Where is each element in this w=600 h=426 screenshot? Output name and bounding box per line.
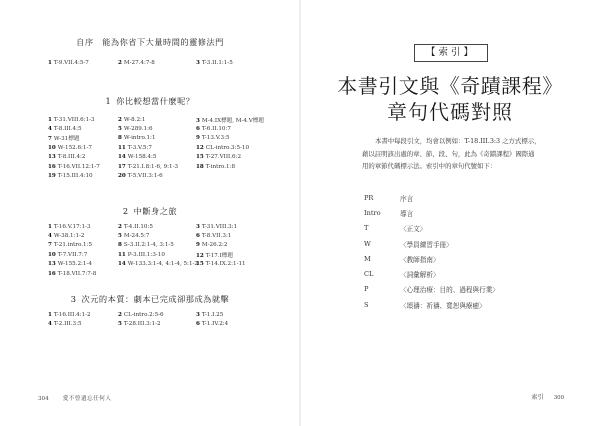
reference-code: T-21.I.8:1-6, 9:1-3 bbox=[127, 163, 179, 170]
reference-code: M-4.IX標題, M-4.V標題 bbox=[201, 117, 264, 124]
reference-cell bbox=[196, 271, 280, 277]
reference-number: 6 bbox=[196, 321, 200, 328]
reference-code: W-152.6:1-7 bbox=[57, 144, 92, 151]
reference-cell bbox=[118, 271, 196, 277]
right-page bbox=[300, 0, 600, 426]
reference-code: W-133.3:1-4, 4:1-4, 5:1-2 bbox=[127, 261, 198, 268]
reference-cell bbox=[196, 164, 280, 170]
reference-code: T-8.VII.3:1 bbox=[201, 233, 232, 240]
reference-number: 2 bbox=[118, 223, 122, 230]
section-title: 自序 能為你省下大量時間的靈修法門 bbox=[76, 37, 224, 47]
reference-code: W-8.2:1 bbox=[123, 116, 146, 123]
running-book-title: 愛不曾遺忘任何人 bbox=[62, 396, 112, 402]
reference-number: 15 bbox=[196, 261, 204, 268]
reference-row bbox=[48, 58, 280, 67]
reference-number: 4 bbox=[48, 321, 52, 328]
reference-number: 8 bbox=[118, 135, 122, 142]
reference-number: 3 bbox=[196, 59, 200, 66]
reference-cell bbox=[118, 126, 196, 132]
abbreviation-row bbox=[364, 205, 564, 220]
reference-cell bbox=[48, 164, 118, 170]
reference-cell bbox=[48, 252, 118, 258]
reference-code: T-4.II.10:5 bbox=[123, 223, 153, 230]
reference-cell bbox=[196, 233, 280, 239]
reference-code: T-31.VIII.6:1-3 bbox=[53, 116, 95, 123]
section-heading bbox=[0, 37, 300, 48]
section-number: 1 bbox=[105, 96, 112, 106]
reference-code: T-3.II.1:1-5 bbox=[201, 59, 233, 66]
abbreviation-desc: 〈教師指南〉 bbox=[400, 255, 440, 264]
reference-code: W-289.1:6 bbox=[123, 126, 153, 133]
reference-row bbox=[48, 319, 280, 328]
reference-number: 1 bbox=[48, 223, 52, 230]
reference-row bbox=[48, 115, 280, 124]
reference-cell bbox=[118, 224, 196, 230]
reference-cell bbox=[118, 164, 196, 170]
reference-cell bbox=[118, 135, 196, 141]
reference-code: T-intro.1:8 bbox=[205, 163, 236, 170]
reference-number: 15 bbox=[196, 154, 204, 161]
abbreviation-code: W bbox=[364, 239, 371, 248]
reference-code: M-27.4:7-8 bbox=[123, 59, 155, 66]
reference-code: T-16.VII.12:1-7 bbox=[57, 163, 100, 170]
right-folio bbox=[531, 392, 564, 401]
reference-row bbox=[48, 162, 280, 171]
reference-code: T-9.VII.4:5-7 bbox=[53, 59, 89, 66]
reference-code: T-18.VII.7:7-8 bbox=[57, 270, 97, 277]
section-number: 3 bbox=[70, 294, 77, 304]
reference-cell bbox=[196, 116, 280, 124]
reference-code: T-15.III.4:10 bbox=[57, 173, 93, 180]
reference-cell bbox=[48, 312, 118, 318]
reference-row bbox=[48, 241, 280, 250]
reference-number: 2 bbox=[118, 311, 122, 318]
paragraph-line: 本書中每段引文，均會以例如：T-18.III.3:3 之方式標示， bbox=[375, 137, 541, 145]
reference-cell bbox=[118, 233, 196, 239]
section-title: 中斷身之旅 bbox=[133, 206, 178, 216]
reference-code: W-155.2:1-4 bbox=[57, 261, 92, 268]
reference-cell bbox=[196, 321, 280, 327]
reference-cell bbox=[196, 251, 280, 259]
section-heading bbox=[0, 96, 300, 107]
reference-row bbox=[48, 171, 280, 180]
reference-number: 16 bbox=[48, 163, 56, 170]
reference-code: W-38.1:1-2 bbox=[53, 233, 85, 240]
paragraph-line: 用的章節代碼標示法。索引中的章句代號如下： bbox=[362, 162, 497, 171]
reference-row bbox=[48, 143, 280, 152]
reference-row bbox=[48, 153, 280, 162]
reference-number: 11 bbox=[118, 251, 126, 258]
reference-number: 18 bbox=[196, 163, 204, 170]
reference-cell bbox=[48, 321, 118, 327]
abbreviation-code: P bbox=[364, 285, 369, 294]
reference-cell bbox=[196, 312, 280, 318]
reference-number: 14 bbox=[118, 261, 126, 268]
reference-cell bbox=[48, 126, 118, 132]
abbreviation-row bbox=[364, 251, 564, 266]
abbreviation-row bbox=[364, 266, 564, 281]
reference-code: CL-intro.3:5-10 bbox=[205, 144, 250, 151]
reference-row bbox=[48, 310, 280, 319]
reference-code: T-14.IX.2:1-11 bbox=[205, 261, 246, 268]
reference-table bbox=[48, 222, 280, 278]
reference-number: 19 bbox=[48, 173, 56, 180]
page-title-line2: 章句代碼對照 bbox=[387, 100, 513, 124]
reference-code: T-17.I標題 bbox=[205, 252, 233, 259]
reference-cell bbox=[48, 117, 118, 123]
reference-number: 12 bbox=[196, 144, 204, 151]
reference-cell bbox=[48, 154, 118, 160]
section-title: 你比較想當什麼呢？ bbox=[116, 96, 195, 106]
reference-number: 13 bbox=[48, 154, 56, 161]
reference-cell bbox=[48, 261, 118, 267]
reference-cell bbox=[48, 233, 118, 239]
section-heading bbox=[0, 294, 300, 305]
reference-cell bbox=[118, 60, 196, 66]
reference-table bbox=[48, 58, 280, 67]
abbreviation-desc: 〈頌禱：祈禱、寬恕與療癒〉 bbox=[400, 301, 486, 310]
reference-number: 12 bbox=[196, 252, 204, 259]
reference-cell bbox=[118, 312, 196, 318]
reference-cell bbox=[196, 242, 280, 248]
reference-cell bbox=[196, 154, 280, 160]
reference-number: 14 bbox=[118, 154, 126, 161]
abbreviation-row bbox=[364, 236, 564, 251]
reference-number: 8 bbox=[118, 242, 122, 249]
abbreviation-desc: 〈正文〉 bbox=[400, 225, 427, 234]
reference-number: 3 bbox=[196, 311, 200, 318]
reference-row bbox=[48, 250, 280, 259]
reference-code: T-1.IV.2:4 bbox=[201, 321, 229, 328]
reference-number: 6 bbox=[196, 126, 200, 133]
page-number: 304 bbox=[38, 396, 49, 402]
reference-number: 1 bbox=[48, 311, 52, 318]
reference-cell bbox=[118, 145, 196, 151]
reference-code: T-2.III.3:5 bbox=[53, 321, 82, 328]
abbreviation-list bbox=[364, 190, 564, 312]
reference-cell bbox=[118, 117, 196, 123]
reference-code: T-16.V.17:1-3 bbox=[53, 223, 91, 230]
reference-number: 5 bbox=[118, 233, 122, 240]
reference-row bbox=[48, 231, 280, 240]
reference-number: 9 bbox=[196, 242, 200, 249]
folio-section: 索引 bbox=[531, 394, 544, 401]
reference-number: 20 bbox=[118, 173, 126, 180]
reference-table bbox=[48, 115, 280, 181]
abbreviation-desc: 序言 bbox=[400, 194, 414, 203]
reference-cell bbox=[48, 145, 118, 151]
abbreviation-row bbox=[364, 297, 564, 312]
reference-row bbox=[48, 124, 280, 133]
reference-code: M-26.2:2 bbox=[201, 242, 228, 249]
reference-cell bbox=[196, 173, 280, 179]
reference-code: S-3.II.2:1-4, 3:1-5 bbox=[123, 242, 174, 249]
reference-code: T-21.intro.1:5 bbox=[53, 242, 93, 249]
reference-cell bbox=[196, 60, 280, 66]
abbreviation-code: CL bbox=[364, 270, 374, 279]
reference-number: 2 bbox=[118, 116, 122, 123]
abbreviation-desc: 〈心理治療：目的、過程與行業〉 bbox=[400, 286, 499, 295]
reference-code: CL-intro.2:5-6 bbox=[123, 311, 164, 318]
reference-cell bbox=[48, 271, 118, 277]
reference-row bbox=[48, 260, 280, 269]
reference-cell bbox=[118, 261, 196, 267]
reference-number: 13 bbox=[48, 261, 56, 268]
reference-code: M-24.5:7 bbox=[123, 233, 150, 240]
reference-code: T-1.I.25 bbox=[201, 311, 224, 318]
reference-row bbox=[48, 269, 280, 278]
reference-cell bbox=[196, 261, 280, 267]
page-number: 300 bbox=[553, 395, 564, 401]
reference-cell bbox=[118, 321, 196, 327]
reference-cell bbox=[196, 224, 280, 230]
reference-number: 3 bbox=[196, 117, 200, 124]
abbreviation-row bbox=[364, 282, 564, 297]
reference-code: T-13.V.3:5 bbox=[201, 135, 230, 142]
reference-number: 4 bbox=[48, 126, 52, 133]
reference-code: T-7.VII.7:7 bbox=[57, 251, 88, 258]
reference-code: W-158.4:5 bbox=[127, 154, 157, 161]
reference-cell bbox=[48, 134, 118, 142]
reference-cell bbox=[118, 242, 196, 248]
reference-code: T-8.III.4:5 bbox=[53, 126, 82, 133]
reference-code: W-intro.1:1 bbox=[123, 135, 156, 142]
abbreviation-code: T bbox=[364, 224, 369, 233]
reference-cell bbox=[118, 252, 196, 258]
reference-cell bbox=[196, 145, 280, 151]
page-title-line1: 本書引文與《奇蹟課程》 bbox=[337, 74, 563, 98]
abbreviation-row bbox=[364, 221, 564, 236]
reference-number: 4 bbox=[48, 233, 52, 240]
reference-number: 6 bbox=[196, 233, 200, 240]
reference-code: T-8.III.4:2 bbox=[57, 154, 86, 161]
reference-cell bbox=[196, 126, 280, 132]
reference-row bbox=[48, 134, 280, 143]
section-number: 2 bbox=[122, 206, 129, 216]
reference-code: T-16.III.4:1-2 bbox=[53, 311, 91, 318]
abbreviation-code: PR bbox=[364, 193, 374, 202]
reference-row bbox=[48, 222, 280, 231]
reference-code: T-6.II.10:7 bbox=[201, 126, 231, 133]
reference-number: 10 bbox=[48, 144, 56, 151]
reference-number: 3 bbox=[196, 223, 200, 230]
reference-cell bbox=[48, 224, 118, 230]
reference-table bbox=[48, 310, 280, 329]
reference-number: 17 bbox=[118, 163, 126, 170]
reference-code: T-31.VIII.3:1 bbox=[201, 223, 238, 230]
abbreviation-code: Intro bbox=[364, 208, 381, 217]
abbreviation-desc: 導言 bbox=[400, 209, 414, 218]
reference-code: T-28.III.3:1-2 bbox=[123, 321, 161, 328]
paragraph-line: 藉以註明該出處的章、節、段、句，此為《奇蹟課程》國際通 bbox=[362, 149, 535, 158]
reference-number: 1 bbox=[48, 116, 52, 123]
reference-number: 9 bbox=[196, 135, 200, 142]
reference-number: 7 bbox=[48, 136, 52, 143]
reference-number: 2 bbox=[118, 59, 122, 66]
reference-number: 11 bbox=[118, 144, 126, 151]
reference-cell bbox=[48, 173, 118, 179]
reference-cell bbox=[48, 242, 118, 248]
reference-number: 16 bbox=[48, 270, 56, 277]
abbreviation-code: M bbox=[364, 254, 371, 263]
index-tag: 【索引】 bbox=[414, 44, 488, 62]
reference-number: 7 bbox=[48, 242, 52, 249]
reference-number: 1 bbox=[48, 59, 52, 66]
reference-code: W-31標題 bbox=[53, 136, 80, 143]
reference-cell bbox=[118, 173, 196, 179]
reference-cell bbox=[48, 60, 118, 66]
reference-code: P-3.III.1:3-10 bbox=[127, 251, 165, 258]
abbreviation-desc: 〈詞彙解析〉 bbox=[400, 271, 440, 280]
intro-paragraph bbox=[362, 135, 552, 173]
reference-number: 5 bbox=[118, 321, 122, 328]
reference-code: T-3.V.5:7 bbox=[127, 144, 152, 151]
reference-cell bbox=[196, 135, 280, 141]
abbreviation-desc: 〈學員練習手冊〉 bbox=[400, 240, 453, 249]
left-folio bbox=[38, 394, 111, 402]
reference-cell bbox=[118, 154, 196, 160]
section-title: 次元的本質：劇本已完成卻那成為就擊 bbox=[81, 294, 230, 304]
reference-number: 10 bbox=[48, 251, 56, 258]
abbreviation-row bbox=[364, 190, 564, 205]
abbreviation-code: S bbox=[364, 300, 369, 309]
reference-code: T-27.VIII.6:2 bbox=[205, 154, 242, 161]
section-heading bbox=[0, 206, 300, 217]
reference-code: T-5.VII.3:1-6 bbox=[127, 173, 163, 180]
reference-number: 5 bbox=[118, 126, 122, 133]
